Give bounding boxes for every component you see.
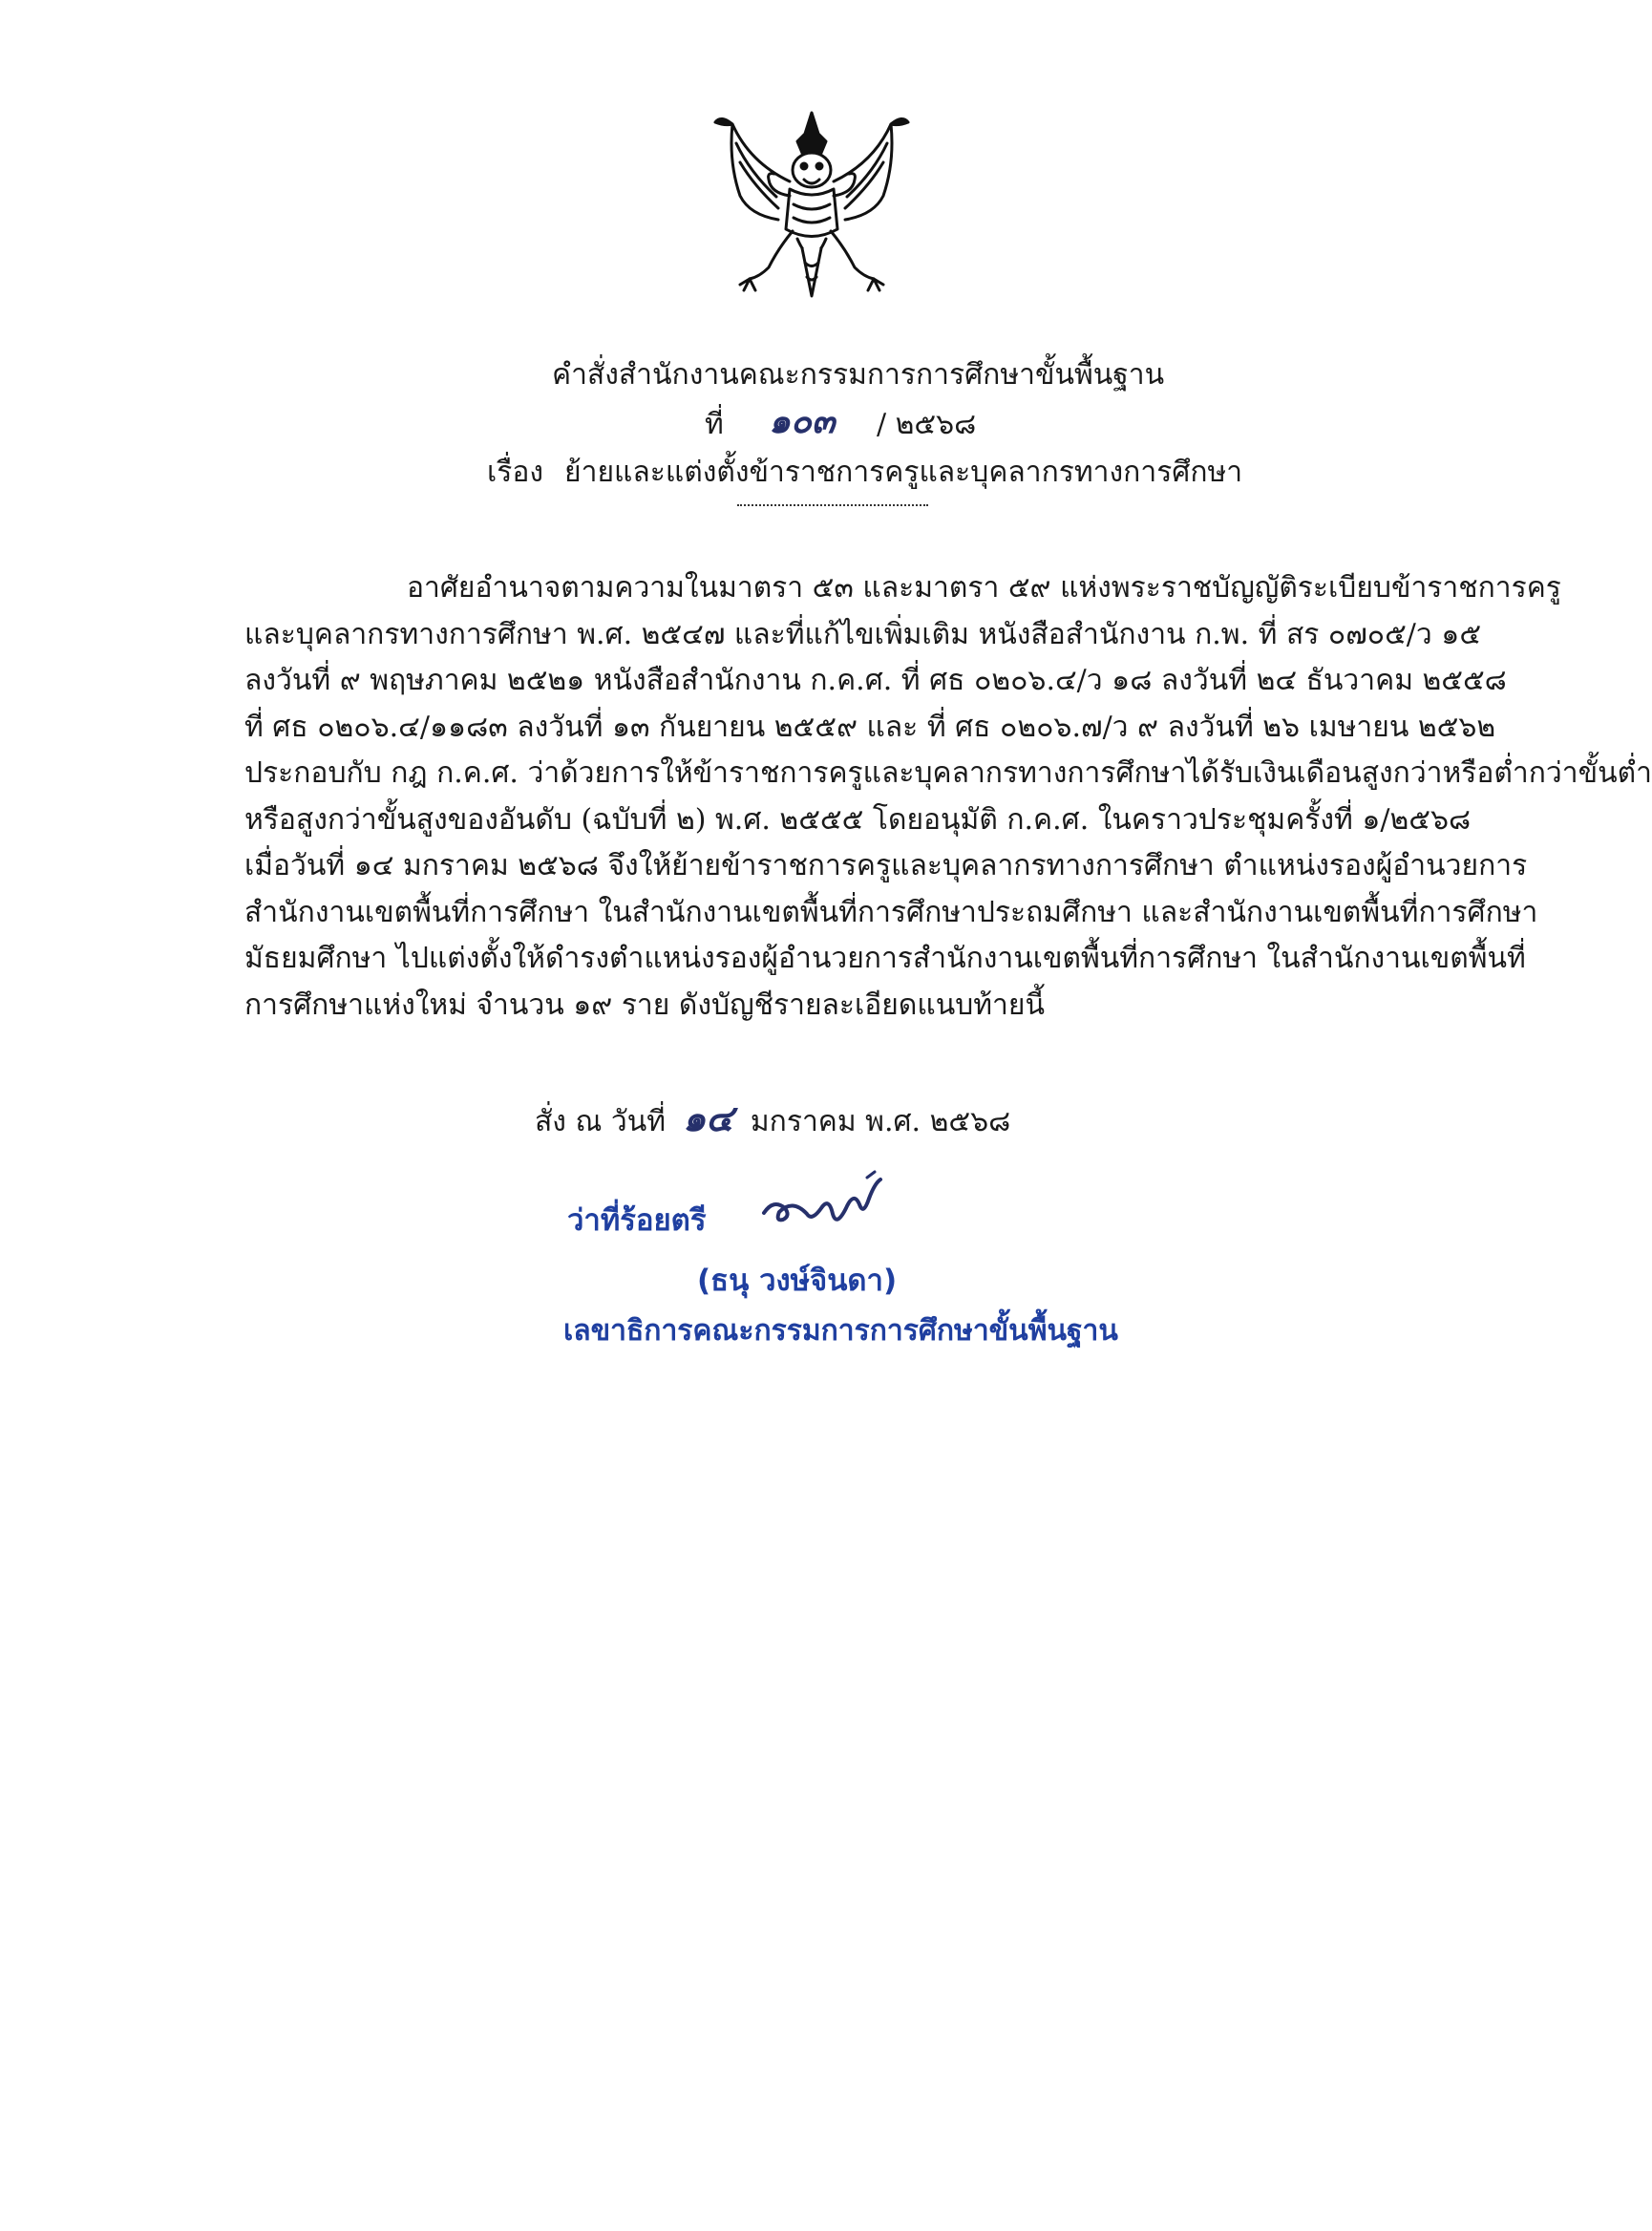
body-line: หรือสูงกว่าขั้นสูงของอันดับ (ฉบับที่ ๒) พ.ศ. ๒๕๕๕ โดยอนุมัติ ก.ค.ศ. ในคราวประชุมครั้งที่ ๑/๒๕๖๘	[244, 802, 1472, 837]
body-line: ลงวันที่ ๙ พฤษภาคม ๒๕๒๑ หนังสือสำนักงาน ก.ค.ศ. ที่ ศธ ๐๒๐๖.๔/ว ๑๘ ลงวันที่ ๒๔ ธันวาคม ๒๕๕๘	[244, 664, 1507, 697]
order-number-label: ที่	[705, 408, 724, 441]
body-line: มัธยมศึกษา ไปแต่งตั้งให้ดำรงตำแหน่งรองผู้อำนวยการสำนักงานเขตพื้นที่การศึกษา ในสำนักงานเขตพื้นที่	[244, 942, 1526, 975]
body-line: ที่ ศธ ๐๒๐๖.๔/๑๑๘๓ ลงวันที่ ๑๓ กันยายน ๒๕๕๙ และ ที่ ศธ ๐๒๐๖.๗/ว ๙ ลงวันที่ ๒๖ เมษายน ๒๕๖๒	[244, 710, 1496, 744]
garuda-emblem-icon	[711, 105, 912, 306]
order-date-day: ๑๔	[683, 1097, 733, 1139]
signatory-rank: ว่าที่ร้อยตรี	[567, 1203, 707, 1238]
body-line: สำนักงานเขตพื้นที่การศึกษา ในสำนักงานเขตพื้นที่การศึกษาประถมศึกษา และสำนักงานเขตพื้นที่การศึกษา	[244, 895, 1538, 929]
order-number-value: ๑๐๓	[769, 402, 836, 441]
handwritten-signature	[754, 1170, 898, 1237]
body-line: เมื่อวันที่ ๑๔ มกราคม ๒๕๖๘ จึงให้ย้ายข้าราชการครูและบุคลากรทางการศึกษา ตำแหน่งรองผู้อำนวยการ	[244, 849, 1528, 882]
order-body	[244, 565, 1652, 1029]
order-subject	[487, 458, 1242, 487]
subject-label: เรื่อง	[487, 456, 544, 489]
order-date-prefix: สั่ง ณ วันที่	[535, 1105, 666, 1138]
body-line: การศึกษาแห่งใหม่ จำนวน ๑๙ ราย ดังบัญชีรายละเอียดแนบท้ายนี้	[244, 988, 1045, 1022]
signatory-name: (ธนุ วงษ์จินดา)	[697, 1264, 898, 1298]
order-title: คำสั่งสำนักงานคณะกรรมการการศึกษาขั้นพื้นฐาน	[552, 358, 1165, 392]
order-date-month-year: มกราคม พ.ศ. ๒๕๖๘	[750, 1105, 1011, 1138]
subject-text: ย้ายและแต่งตั้งข้าราชการครูและบุคลากรทางการศึกษา	[564, 456, 1243, 489]
signatory-position: เลขาธิการคณะกรรมการการศึกษาขั้นพื้นฐาน	[563, 1314, 1118, 1348]
body-line: อาศัยอำนาจตามความในมาตรา ๕๓ และมาตรา ๕๙ แห่งพระราชบัญญัติระเบียบข้าราชการครู	[407, 571, 1561, 605]
body-line: ประกอบกับ กฎ ก.ค.ศ. ว่าด้วยการให้ข้าราชการครูและบุคลากรทางการศึกษาได้รับเงินเดือนสูงกว่าหรือต่ำกว่าขั้นต่ำ	[244, 756, 1652, 790]
order-number-year: / ๒๕๖๘	[877, 408, 977, 441]
body-line: และบุคลากรทางการศึกษา พ.ศ. ๒๕๔๗ และที่แก้ไขเพิ่มเติม หนังสือสำนักงาน ก.พ. ที่ สร ๐๗๐๕/ว ๑๕	[244, 617, 1482, 651]
order-date	[535, 1089, 1010, 1147]
header-divider	[737, 504, 928, 506]
